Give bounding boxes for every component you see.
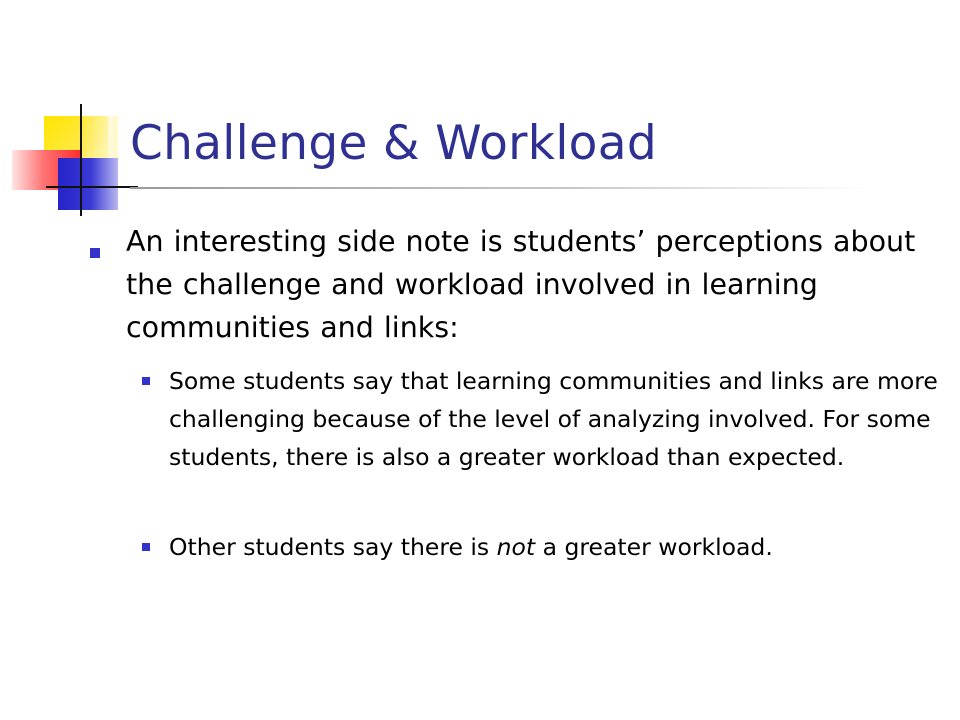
- sub-bullet-text-start: Other students say there is: [169, 533, 497, 561]
- slide-title: Challenge & Workload: [130, 116, 657, 171]
- sub-bullet-text: [169, 528, 939, 566]
- emphasis-text: not: [496, 533, 536, 561]
- bullet-square-icon: [90, 248, 100, 258]
- sub-bullet-square-icon: [142, 377, 150, 385]
- sub-bullet-text: Some students say that learning communities and links are more challenging because of the level of analyzing involved. For some students, there is also a greater workload than expected.: [169, 367, 938, 471]
- bullet-text: An interesting side note is students’ perceptions about the challenge and workload involved in learning communities and links:: [126, 225, 916, 344]
- sub-bullet-square-icon: [142, 543, 150, 551]
- sub-bullet-text-end: a greater workload.: [535, 533, 773, 561]
